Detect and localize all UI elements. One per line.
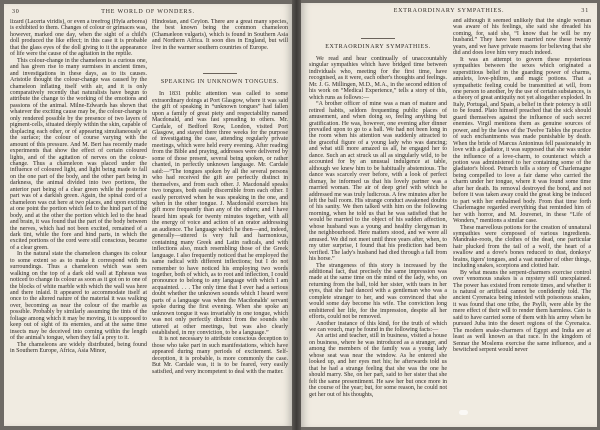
paragraph: This colour-change in the chameleon is a curious one, and has given rise to many surmises in ancient times, and investigations in these days, as to its causes. Aristotle thought the colour-change was caused by the chameleon inflating itself with air, and it is only comparatively recently that naturalists have begun to attribute the change to the working of the emotions and passions of the animal. Milne-Edwards has shown that whatever the exciting cause may be, the colour-change is only rendered possible by the presence of two layers of pigment-cells, situated deeply within the skin, capable of displacing each other, or of appearing simultaneously at the surface; the colour of course varying with the amount of this pressure. And M. Bert has recently made experiments that show the effect of certain coloured lights, and of the agitation of nerves on the colour-change. Thus a chameleon was placed under the influence of coloured light, and light being made to fall on the one part of the body, and the other part being in darkness, the animal divided into two portions, the anterior part being of a clear green while the posterior part was of a darkish green. Again, the spinal cord of a chameleon was cut here at two places, and upon exciting at one point the portion which led to the hind part of the body, and at the other the portion which led to the head and brain, it was found that the part of the body between the nerves, which had not been excited, remained of a dark tint, while the fore and hind parts, in which the excited portions of the cord were still conscious, became of a clear green. [10, 57, 147, 251]
running-title-right: EXTRAORDINARY SYMPATHIES. [393, 8, 505, 14]
paragraph: By what means the serpent-charmers exercise control over venomous snakes is a mystery still unexplained. The power has existed from remote times, and whether it is natural or artificial cannot be confidently told. The ancient Cyrenaica being infested with poisonous snakes, it was found that one tribe, the Psylli, were able by the mere effect of their will to render them harmless. Cato is said to have carried some of them with his army when he pursued Juba into the desert regions of the Cyrenaica. The modern snake-charmers of Egypt and India are at least as well known as that race. In the kingdom of Sennar the Moslems exercise the same influence, and a bewitched serpent would never [453, 269, 591, 354]
paragraph: and although it seemed unlikely that the single woman was aware of his feelings, she said she dreaded his coming, for, said she, “I know that he will be my husband.” They have been married now these twenty years, and we have private reasons for believing that she did and does love him very much indeed. [453, 18, 591, 57]
right-page [301, 3, 597, 427]
book-gutter [292, 0, 301, 430]
section-spacer [152, 51, 288, 73]
paragraph: Another instance of this kind, for the truth of which we can vouch, may be found in the following facts:— [309, 320, 447, 334]
running-title-left: THE WORLD OF WONDERS. [101, 9, 195, 15]
paragraph: It is not necessary to attribute conscious deception to those who take part in such manifestations, which have appeared during many periods of excitement. Self-deception, it is probable, is more commonly the case. But Mr. Cardale was, it is to be feared, very easily satisfied, and very incompetent to deal with the matter. [152, 336, 288, 375]
paragraph: lizard (Lacerta viridis), or even a treefrog (Hyla arborea) is exhibited to them. Changes of colour or grimaces was, however, marked one day, when the sight of a child's doll produced the like effect; in this case it is probable that the glass eyes of the doll giving to it the appearance of life were the cause of the agitation in the reptile. [10, 19, 147, 58]
left-column-2 [152, 19, 288, 423]
paragraph: In the natural state the chameleon changes its colour to some extent so as to make it correspond with its surroundings. Thus a chameleon which was seen walking on the top of a dark old wall at Ephesus was noticed to change its colour as soon as it got on to one of the blocks of white marble with which the wall was here and there inlaid. It appeared to accommodate itself at once to the altered nature of the material it was walking over, becoming as near the colour of the marble as possible. Probably by similarly assuming the tints of the foliage among which it may be moving, it is supposed to keep out of sight of its enemies, and at the same time insects may be deceived into coming within the length of the animal's tongue, when they fall a prey to it. [10, 251, 147, 342]
right-running-head [307, 7, 591, 15]
section-heading-unknown-tongues: SPEAKING IN UNKNOWN TONGUES. [160, 79, 280, 86]
paragraph: The strangeness of this story is increased by the additional fact, that precisely the same impression was made at the same time on the mind of the lady, who, on returning from the ball, told her sister, with tears in her eyes, that she had danced with a gentleman who was a complete stranger to her, and was convinced that she would some day become his wife. The conviction long embittered her life, for the impression, despite all her efforts, could not be removed. [309, 262, 447, 321]
paragraph: The chameleons are widely distributed, being found in Southern Europe, Africa, Asia Minor, [10, 341, 147, 355]
paragraph: It was an attempt to govern these mysterious sympathies between the sexes which originated a superstitious belief in the guarding power of charms, amulets, love-philtres, and magic potions. That a sympathetic feeling could be transmitted at will, from one person to another, by the use of certain substances, is a theory of great antiquity not yet altogether exploded. In Italy, Portugal, and Spain, a belief in their potency is still to be found. Plato himself preached that the sick should guard themselves against the influence of such secret enemies. Virgil mentions them as genuine sources of power, and by the laws of the Twelve Tables the practice of such enchantments was made punishable by death. When the bride of Marcus Antoninus fell passionately in love with a gladiator, it was supposed that she was under the influence of a love-charm, to counteract which a potion was administered to her containing some of the gladiator's blood. Petrarch tells a story of Charlemagne being compelled to love a fair dame who carried the charm under her tongue, where it was found some time after her death. Its removal destroyed the bond, and not before it was taken away could the great king be induced to part with her embalmed body. From that time forth Charlemagne regarded everything that reminded him of her with horror, and M. Jouvenet, in these “Life of Wonders,” mentions a similar case. [453, 56, 591, 225]
section-heading-extraordinary-sympathies: EXTRAORDINARY SYMPATHIES. [325, 44, 431, 50]
paper-blemish [459, 410, 468, 415]
paragraph: In 1831 public attention was called to some extraordinary doings at Port Glasgow, where it was said the gift of speaking in “unknown tongues” had fallen upon a family of great piety and respectability named Macdonald, and was fast spreading to others. Mr. Cardale, of Bedford Row, London, visited Port Glasgow, and stayed there three weeks for the purpose of investigating the case, attending regularly private meetings, which were held every evening. After reading from the Bible and praying, addresses were delivered by some of those present, several being spoken, or rather chanted, in perfectly unknown language. Mr. Cardale said:—“The tongues spoken by all the several persons who had received the gift are perfectly distinct in themselves, and from each other. J. Macdonald speaks two tongues, both easily discernible from each other. I easily perceived when he was speaking in the one, and when in the other tongue. J. Macdonald exercises his gift more frequently than any of the others; and I have heard him speak for twenty minutes together, with all the energy of voice and action of an orator addressing an audience. The language which he then—and, indeed, generally—uttered is very full and harmonious, containing many Greek and Latin radicals, and with inflections also, much resembling those of the Greek language. I also frequently noticed that he employed the same radical with different inflections; but I do not remember to have noticed his employing two words together, both of which, as to root and inflection, I could pronounce to belong to any language with which I am acquainted. . . . The only time that I ever had a serious doubt whether the unknown sounds which I heard were parts of a language was when the Macdonalds' servant spoke during the first evening. When she spoke an unknown tongue it was invariably in one tongue, which was not only perfectly distinct from the sounds she uttered at other meetings, but was also clearly established, in my conviction, to be a language.” [152, 91, 288, 337]
paragraph: These marvellous potions for the creation of unnatural sympathies were composed of various ingredients. Mandrake-roots, the clothes of the dead, one particular hair plucked from the tail of a wolf, the heart of a swallow and a dove's bones reduced to dust, donkeys' brains, tigers' tongues, and a vast number of other things, including snakes, scorpions and clotted hair. [453, 224, 591, 270]
page-number-left: 30 [12, 9, 20, 15]
section-rule [361, 38, 395, 39]
paragraph: Hindostan, and Ceylon. There are a great many species, the best known being the common chameleon (Chamæleon vulgaris), which is found in Southern Asia and Northern Africa. It soon dies in England, but will live in the warmer southern countries of Europe. [152, 19, 288, 51]
left-column-1 [10, 19, 147, 423]
section-spacer [309, 18, 447, 38]
left-running-head [10, 8, 286, 16]
paragraph: An artist and teacher, still in business, visited a house on business, where he was introduced as a stranger, and among the members of the family was a young lady whose seat was near the window. As he entered she looked up, and her eyes met his; he afterwards told us that he had a strange feeling that she was the one he should marry. She, on her part, said to her sister that she felt the same presentiment. He saw her but once more in the course of the year; but, for some reason, he could not get her out of his thoughts, [309, 333, 447, 398]
section-rule [203, 73, 237, 74]
right-column-2 [453, 18, 591, 422]
page-number-right: 31 [581, 8, 589, 14]
paragraph: We read and hear continually of unaccountably singular sympathies which have bridged time between individuals who, meeting for the first time, have recognised, as it were, each other's thoughts and feelings. Mr. J. G. Millingen, M.D., M.A., in the second edition of his work on “Medical Experience,” tells a story of this, which runs as follows:— [309, 56, 447, 101]
right-column-1 [309, 18, 447, 422]
left-page [4, 4, 292, 426]
paragraph: “A brother officer of mine was a man of mature and retired habits, seldom frequenting public places of amusement, and when doing so, feeling anything but gratification. He was, however, one evening after dinner prevailed upon to go to a ball. We had not been long in the room when his attention was suddenly attracted to the graceful figure of a young lady who was dancing; and what still more amazed us all, he engaged her to dance. Such an act struck us all as singularly wild, to be accounted for by an unusual indulgence at table, although we knew him to be habitually abstemious. The dance was scarcely over before, with a look of perfect dismay, he informed us that his lovely partner was a married woman. The air of deep grief with which he addressed me was truly ludicrous. A few minutes after he left the ball room. His strange conduct awakened doubts of his sanity. We then talked with him on the following morning, when he told us that he was satisfied that he would be married to the object of his sudden affection, whose husband was a young and healthy clergyman in the neighbourhood. Here matters stood, and we were all amused. We did not meet until three years after, when, to my utter surprise, I found that his prediction had been verified. The lady's husband had died through a fall from his horse.” [309, 101, 447, 263]
